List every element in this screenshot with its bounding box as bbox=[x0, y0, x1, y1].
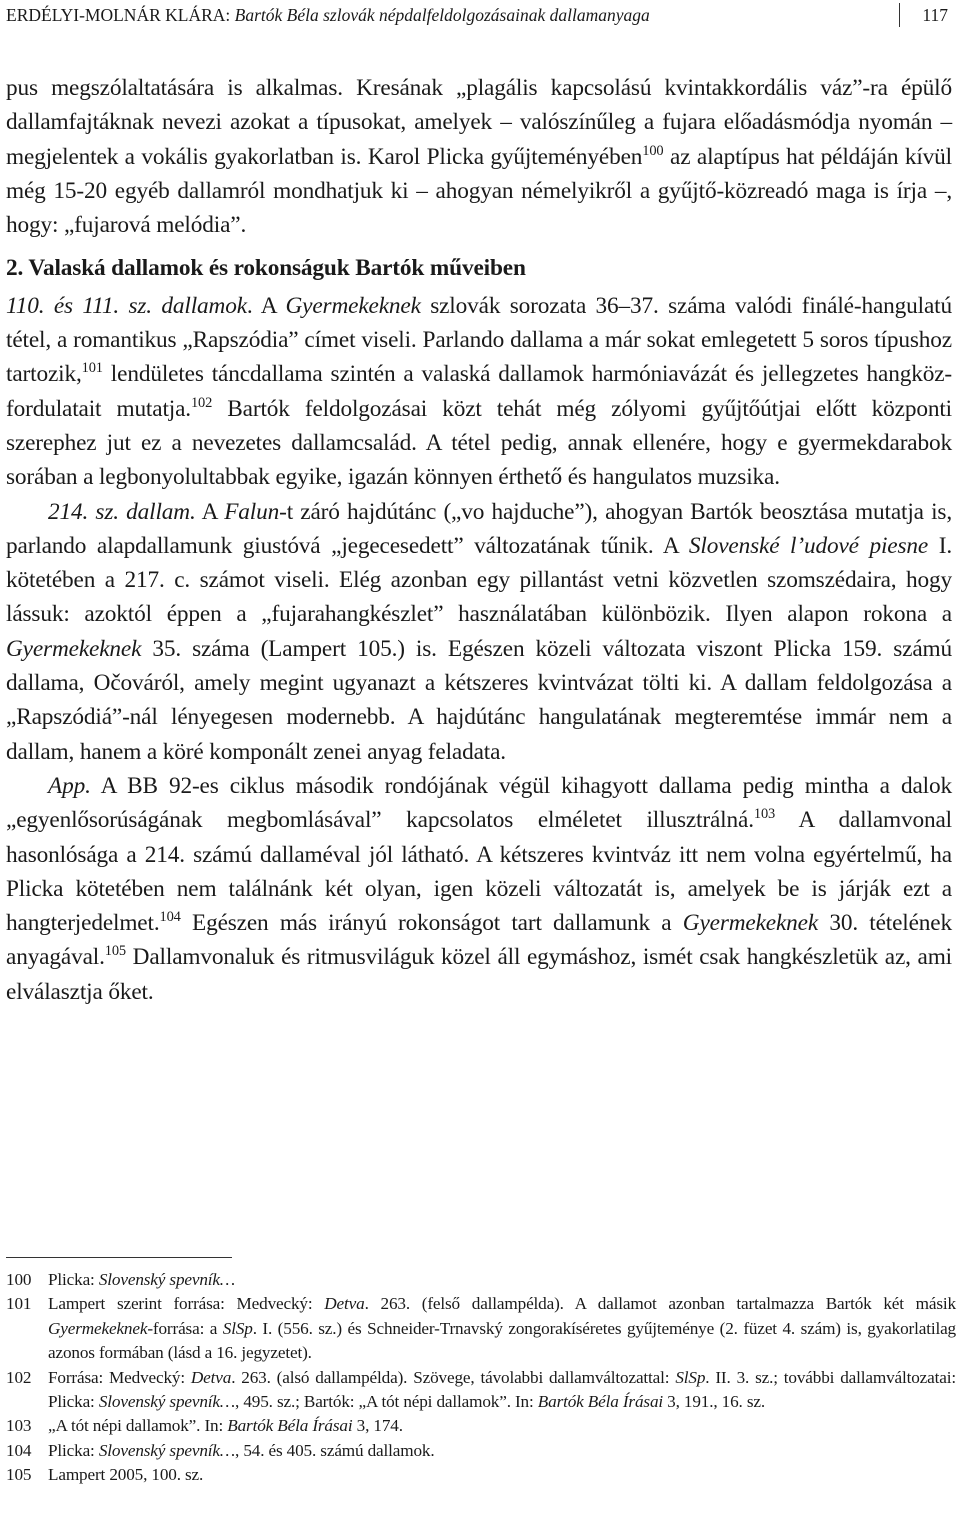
fn101-t3: -forrása: a bbox=[147, 1318, 223, 1338]
running-header bbox=[6, 0, 954, 30]
p3-t2: -t záró hajdútánc („vo hajduche”), ahogyan Bartók beosztása mutatja is, parlando alapdallamunk giustóvá „jegecesedett” változatának tűnik. A bbox=[6, 498, 953, 559]
fn104-t1: Plicka: bbox=[48, 1440, 99, 1460]
fn102-t3: . II. 3. sz.; további dallamváltozatai: Plicka: bbox=[48, 1367, 956, 1412]
footnote-number: 103 bbox=[6, 1416, 32, 1436]
p4-lead: App. bbox=[48, 772, 91, 799]
p1-text-b: az alaptípus hat példáján kívül még 15-20 egyéb dallamról mondhatjuk ki – ahogyan némelyikről a gyűjtő-közreadó maga is írja –, hogy: „fujarová melódia”. bbox=[6, 143, 952, 239]
fn105-t1: Lampert 2005, 100. sz. bbox=[48, 1465, 204, 1485]
p2-t1: . A bbox=[246, 292, 286, 319]
p4-t1: A BB 92-es ciklus második rondójának végül kihagyott dallama pedig mintha a dalok „egyenlősorúságának megbomlásával” kapcsolatos elméletet illusztrálná. bbox=[6, 772, 952, 834]
footnote-text bbox=[48, 1439, 956, 1463]
fn102-t5: 3, 191., 16. sz. bbox=[663, 1392, 766, 1412]
fn101-t1: Lampert szerint forrása: Medvecký: bbox=[48, 1294, 325, 1314]
p3-t1: A bbox=[195, 498, 225, 525]
footnote-105 bbox=[6, 1463, 956, 1487]
header-text bbox=[6, 0, 650, 30]
fn101-t4: . I. (556. sz.) és Schneider-Trnavský zongorakíséretes gyűjteménye (2. füzet 4. szám) is, gyakorlatilag azonos formában (lásd a 16. jegyzetet). bbox=[48, 1318, 956, 1363]
fn102-t2: . 263. (alsó dallampélda). Szövege, távolabbi dallamváltozattal: bbox=[231, 1367, 676, 1387]
footnote-text bbox=[48, 1414, 956, 1438]
p3-i3: Gyermekeknek bbox=[6, 635, 142, 662]
footnote-ref-101: 101 bbox=[81, 360, 103, 377]
footnote-number: 102 bbox=[6, 1367, 32, 1387]
fn102-i4: Bartók Béla Írásai bbox=[537, 1392, 664, 1412]
footnote-103 bbox=[6, 1414, 956, 1438]
fn101-i2: Gyermekeknek bbox=[48, 1318, 148, 1338]
fn104-i1: Slovenský spevník… bbox=[98, 1440, 236, 1460]
fn101-i3: SlSp bbox=[222, 1318, 253, 1338]
header-author: ERDÉLYI-MOLNÁR KLÁRA: bbox=[6, 5, 231, 25]
footnote-number: 100 bbox=[6, 1270, 32, 1289]
footnote-104 bbox=[6, 1439, 956, 1463]
footnote-ref-105: 105 bbox=[104, 943, 126, 960]
fn103-t1: „A tót népi dallamok”. In: bbox=[48, 1416, 228, 1436]
fn102-i1: Detva bbox=[190, 1367, 232, 1387]
paragraph-4 bbox=[6, 769, 952, 1009]
footnote-ref-104: 104 bbox=[159, 909, 181, 926]
p2-t4: Bartók feldolgozásai közt tehát még zólyomi gyűjtőútjai előtt központi szerephez jut ez a nevezetes dallamcsalád. A tétel pedig, annak ellenére, hogy e gyermekdarabok sorában a legbonyolultabbak egyike, igazán könnyen érthető és hangulatos muzsika. bbox=[6, 395, 952, 491]
footnote-text bbox=[48, 1366, 956, 1415]
footnote-ref-102: 102 bbox=[190, 394, 213, 411]
footnote-text bbox=[48, 1292, 956, 1365]
p3-lead: 214. sz. dallam. bbox=[48, 498, 196, 525]
footnote-text bbox=[48, 1268, 956, 1292]
footnote-ref-100: 100 bbox=[642, 142, 664, 159]
p4-t3: Egészen más irányú rokonságot tart dallamunk a bbox=[180, 910, 683, 937]
fn102-t1: Forrása: Medvecký: bbox=[48, 1367, 191, 1387]
footnote-number: 104 bbox=[6, 1440, 32, 1460]
p2-t3: lendületes táncdallama szintén a valaská dallamok harmóniavázát és jellegzetes hangköz-fordulatait mutatja. bbox=[6, 361, 952, 422]
p4-t4: 30. tételének anyagával. bbox=[6, 910, 952, 971]
p2-lead: 110. és 111. sz. dallamok bbox=[6, 292, 247, 319]
p3-i1: Falun bbox=[224, 498, 280, 525]
page-number: 117 bbox=[922, 5, 948, 25]
main-text bbox=[6, 71, 952, 1009]
p4-i1: Gyermekeknek bbox=[682, 910, 819, 937]
fn103-t2: 3, 174. bbox=[352, 1416, 403, 1436]
p3-i2: Slovenské l’udové piesne bbox=[688, 532, 929, 559]
p3-t3: I. kötetében a 217. c. számot viseli. Elég azonban egy pillantást vetni közvetlen szomszédaira, hogy lássuk: azoktól éppen a „fujarahangkészlet” használatában különbözik. Ilyen alapon rokona a bbox=[6, 532, 952, 628]
footnote-number: 105 bbox=[6, 1465, 32, 1485]
p3-t4: 35. száma (Lampert 105.) is. Egészen közeli változata viszont Plicka 159. számú dallama, Očováról, amely megint ugyanazt a kétszeres kvintvázat tölti ki. A dallam feldolgozása a „Rapszódiá”-nál lényegesen modernebb. A hajdútánc hangulatának megteremtése immár nem a dallam, hanem a köré komponált zenei anyag feladata. bbox=[6, 635, 952, 765]
fn101-i1: Detva bbox=[324, 1294, 365, 1314]
footnote-text bbox=[48, 1463, 956, 1487]
footnote-101 bbox=[6, 1292, 956, 1365]
section-heading: 2. Valaská dallamok és rokonságuk Bartók műveiben bbox=[6, 255, 526, 282]
p1-text-a: pus megszólaltatására is alkalmas. Kresának „plagális kapcsolású kvintakkordális váz”-ra épülő dallamfajtáknak nevezi azokat a típusokat, amelyek – valószínűleg a fujara előadásmódja nyomán – megjelentek a vokális gyakorlatban is. Karol Plicka gyűjteményében bbox=[6, 75, 952, 170]
p2-t2: szlovák sorozata 36–37. száma valódi finálé-hangulatú tétel, a romantikus „Rapszódia” címet viseli. Parlando dallama a már sokat emlegetett 5 soros típushoz tartozik, bbox=[6, 292, 952, 388]
fn102-t4: , 495. sz.; Bartók: „A tót népi dallamok”. In: bbox=[235, 1392, 538, 1412]
footnote-separator bbox=[6, 1257, 232, 1258]
footnote-100 bbox=[6, 1268, 956, 1292]
p4-t2: A dallamvonal hasonlósága a 214. számú dallaméval jól látható. A kétszeres kvintváz itt nem volna egyértelmű, ha Plicka kötetében nem találnánk két olyan, igen közeli változatát is, amelyek be is járják ezt a hangterjedelmet. bbox=[6, 807, 952, 937]
header-divider bbox=[899, 3, 900, 27]
fn102-i2: SlSp bbox=[675, 1367, 706, 1387]
paragraph-1 bbox=[6, 71, 952, 242]
p2-i1: Gyermekeknek bbox=[285, 292, 421, 319]
header-title: Bartók Béla szlovák népdalfeldolgozásainak dallamanyaga bbox=[234, 5, 650, 25]
paragraph-2 bbox=[6, 289, 952, 495]
paragraph-3 bbox=[6, 495, 952, 769]
fn100-i1: Slovenský spevník… bbox=[98, 1270, 236, 1289]
p4-t5: Dallamvonaluk és ritmusviláguk közel áll egymáshoz, ismét csak hangkészletük az, ami elválasztja őket. bbox=[6, 944, 952, 1005]
fn103-i1: Bartók Béla Írásai bbox=[227, 1416, 353, 1436]
fn104-t2: , 54. és 405. számú dallamok. bbox=[235, 1440, 435, 1460]
footnote-ref-103: 103 bbox=[753, 806, 776, 823]
fn101-t2: . 263. (felső dallampélda). A dallamot azonban tartalmazza Bartók két másik bbox=[364, 1294, 956, 1314]
fn100-t1: Plicka: bbox=[48, 1270, 99, 1289]
footnote-number: 101 bbox=[6, 1294, 32, 1314]
footnote-102 bbox=[6, 1366, 956, 1415]
footnotes bbox=[6, 1268, 956, 1488]
fn102-i3: Slovenský spevník… bbox=[98, 1392, 236, 1412]
